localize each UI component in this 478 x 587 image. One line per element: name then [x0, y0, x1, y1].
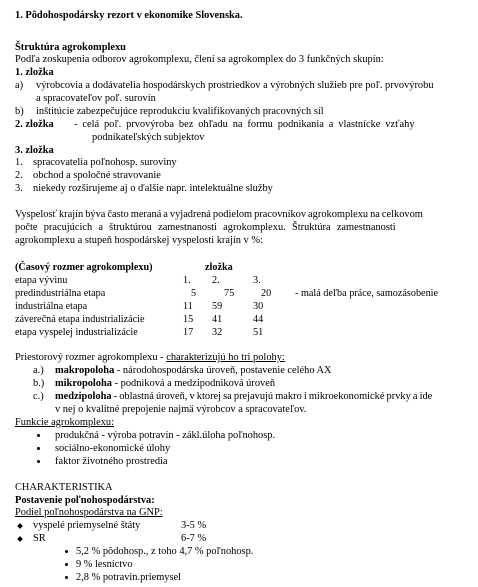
table-cell: 17 [183, 327, 194, 338]
table-cell: 51 [253, 327, 264, 338]
group-3-item-1: spracovatelia poľnohosp. suroviny [33, 157, 177, 168]
function-item: produkčná - výroba potravín - zákl.úloha poľnohosp. [55, 430, 276, 441]
paragraph-line-3: agrokomplexu a stupeň hospodárskej vyspelosti krajín v %: [15, 235, 263, 246]
sr-sub-item: 2,8 % potravin.priemysel [76, 572, 182, 583]
group-2-text: - celá poľ. prvovýroba bez ohľadu na formu podnikania a vlastnícke vzťahy [74, 119, 415, 130]
group-3-item-1-number: 1. [15, 157, 23, 168]
bullet-icon [37, 443, 40, 455]
paragraph-line-2: počte pracujúcich a štruktúrou zamestnanosti agrokomplexu. Štruktúra zamestnanosti [15, 222, 396, 233]
table-cell: 11 [183, 301, 193, 312]
development-stage-table [15, 261, 438, 339]
spatial-desc: - podniková a medzipodniková úroveň [111, 378, 276, 389]
table-row-label: etapa vývinu [15, 275, 68, 286]
bullet-icon [65, 572, 68, 584]
table-cell: 32 [212, 327, 223, 338]
group-1-a-continuation: a spracovateľov poľ. surovín [36, 93, 156, 104]
spatial-item-b [55, 378, 275, 390]
group-1-b-text: inštitúcie zabezpečujúce reprodukciu kvalifikovaných pracovných síl [36, 106, 324, 117]
characteristics-title: CHARAKTERISTIKA [15, 482, 113, 493]
document-heading: 1. Pôdohospodársky rezort v ekonomike Slovenska. [15, 10, 243, 21]
table-row-label: záverečná etapa industrializácie [15, 314, 145, 325]
functions-title: Funkcie agrokomplexu: [15, 417, 114, 428]
table-cell: 3. [253, 275, 261, 286]
table-header-zlozka: zložka [205, 262, 233, 273]
paragraph-line-1: Vyspelosť krajín býva často meraná a vyjadrená podielom pracovníkov agrokomplexu na celkovom [15, 209, 423, 220]
table-cell: 30 [253, 301, 264, 312]
spatial-item-c-continuation: v nej o kvalitné prepojenie najmä výrobcov a spracovateľov. [55, 404, 307, 415]
sr-sub-item: 9 % lesníctvo [76, 559, 133, 570]
table-note [287, 326, 438, 339]
group-1-title: 1. zložka [15, 67, 54, 78]
spatial-item-b-marker: b.) [33, 378, 45, 389]
table-row-label: predindustriálna etapa [15, 288, 106, 299]
sr-sub-item: 5,2 % pôdohosp., z toho 4,7 % poľnohosp. [76, 546, 254, 557]
table-note [287, 300, 438, 313]
table-row-label: etapa vyspelej industrializácie [15, 327, 138, 338]
group-1-a-marker: a) [15, 80, 24, 91]
table-cell: 1. [183, 275, 191, 286]
table-note [287, 274, 438, 287]
table-header-label: (Časový rozmer agrokomplexu) [15, 262, 153, 273]
gnp-row-label: vyspelé priemyselné štáty [33, 520, 141, 531]
table-header-row [15, 261, 438, 274]
table-cell: 75 [224, 288, 235, 299]
table-row [15, 287, 438, 300]
gnp-row-value: 3-5 % [181, 520, 207, 531]
table-row [15, 300, 438, 313]
table-cell: 59 [212, 301, 223, 312]
table-note [287, 313, 438, 326]
group-1-a-text: výrobcovia a dodávatelia hospodárskych prostriedkov a výrobných služieb pre poľ. prvovýrobu [36, 80, 434, 91]
group-3-item-3: niekedy rozširujeme aj o ďalšie napr. intelektuálne služby [33, 183, 273, 194]
spatial-item-c [55, 391, 432, 403]
table-cell: 15 [183, 314, 194, 325]
group-3-item-2: obchod a spoločné stravovanie [33, 170, 161, 181]
spatial-intro [15, 352, 285, 364]
spatial-item-a-marker: a.) [33, 365, 44, 376]
table-cell: 2. [212, 275, 220, 286]
function-item: faktor životného prostredia [55, 456, 168, 467]
table-row [15, 274, 438, 287]
table-cell: 5 [191, 288, 197, 299]
table-row-label: industriálna etapa [15, 301, 88, 312]
spatial-item-a [55, 365, 332, 377]
spatial-term: mikropoloha [55, 378, 112, 389]
gnp-row-value: 6-7 % [181, 533, 207, 544]
table-row [15, 313, 438, 326]
group-3-title: 3. zložka [15, 145, 54, 156]
spatial-desc: - oblastná úroveň, v ktorej sa prejavujú makro i mikroekonomické prvky a ide [111, 391, 433, 402]
gnp-row-label: SR [33, 533, 46, 544]
gnp-label: Podiel poľnohospodárstva na GNP: [15, 507, 163, 518]
diamond-bullet-icon [18, 520, 22, 532]
spatial-term: makropoloha [55, 365, 115, 376]
section-title-structure: Štruktúra agrokomplexu [15, 42, 126, 53]
bullet-icon [65, 546, 68, 558]
bullet-icon [37, 456, 40, 468]
table-cell: 41 [212, 314, 223, 325]
spatial-desc: - národohospodárska úroveň, postavenie celého AX [114, 365, 332, 376]
table-cell: 20 [261, 288, 272, 299]
group-1-b-marker: b) [15, 106, 24, 117]
group-2-continuation: podnikateľských subjektov [92, 132, 205, 143]
table-cell: 44 [253, 314, 264, 325]
diamond-bullet-icon [18, 533, 22, 545]
group-2-title: 2. zložka [15, 119, 54, 130]
characteristics-subtitle: Postavenie poľnohospodárstva: [15, 495, 155, 506]
table-row [15, 326, 438, 339]
spatial-item-c-marker: c.) [33, 391, 44, 402]
spatial-intro-text: Priestorový rozmer agrokomplexu - [15, 352, 167, 363]
spatial-intro-underlined: charakterizujú ho tri polohy: [166, 352, 285, 363]
table-note: - malá deľba práce, samozásobenie [295, 288, 439, 299]
structure-intro: Podľa zoskupenia odborov agrokomplexu, člení sa agrokomplex do 3 funkčných skupín: [15, 54, 384, 65]
spatial-term: medzipoloha [55, 391, 112, 402]
group-3-item-2-number: 2. [15, 170, 23, 181]
bullet-icon [65, 559, 68, 571]
bullet-icon [37, 430, 40, 442]
group-3-item-3-number: 3. [15, 183, 23, 194]
function-item: sociálno-ekonomické úlohy [55, 443, 171, 454]
